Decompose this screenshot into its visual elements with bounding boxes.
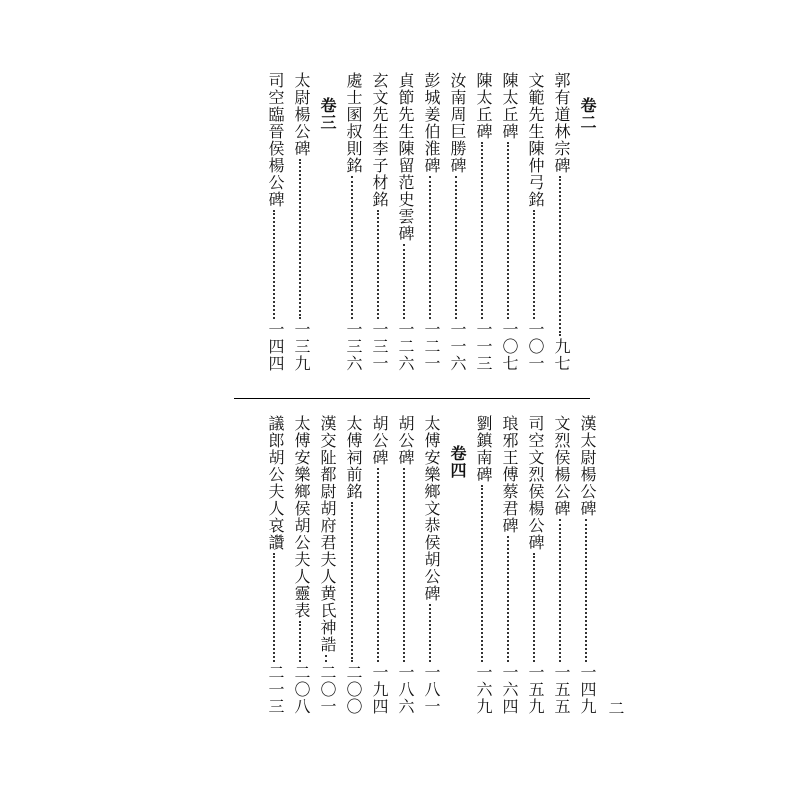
toc-entry [340,72,366,372]
entry-title: 太傅安樂鄉侯胡公夫人靈表 [292,415,311,619]
toc-entry [262,415,288,715]
entry-page-number: 一六四 [500,664,519,715]
leader-dots [533,553,535,662]
entry-page-number: 一九四 [370,664,389,715]
toc-entry [288,72,314,372]
leader-dots [299,621,301,662]
leader-dots [481,142,483,319]
entry-title: 文烈侯楊公碑 [552,415,571,517]
leader-dots [299,159,301,319]
entry-page-number: 一〇一 [526,321,545,372]
leader-dots [429,604,431,662]
entry-title: 處士圂叔則銘 [344,72,363,174]
toc-entry [392,415,418,715]
leader-dots [585,519,587,662]
volume-heading [444,415,470,715]
leader-dots [351,176,353,319]
entry-title: 玄文先生李子材銘 [370,72,389,208]
entry-page-number: 一一三 [474,321,493,372]
leader-dots [403,468,405,662]
leader-dots [273,210,275,319]
leader-dots [507,536,509,662]
entry-page-number: 一八六 [396,664,415,715]
volume-heading-text: 卷三 [318,97,337,131]
entry-title: 貞節先生陳留范史雲碑 [396,72,415,242]
toc-upper-block [230,72,600,372]
entry-title: 漢太尉楊公碑 [578,415,597,517]
section-divider [234,398,590,399]
entry-page-number: 一四九 [578,664,597,715]
entry-title: 胡公碑 [370,415,389,466]
toc-lower-block [230,415,600,715]
entry-title: 議郎胡公夫人哀讚 [266,415,285,551]
entry-page-number: 二〇〇 [344,664,363,715]
entry-page-number: 一二六 [396,321,415,372]
entry-title: 太尉楊公碑 [292,72,311,157]
leader-dots [507,142,509,319]
toc-entry [340,415,366,715]
entry-page-number: 一四四 [266,321,285,372]
entry-title: 司空文烈侯楊公碑 [526,415,545,551]
leader-dots [481,485,483,662]
entry-page-number: 一三九 [292,321,311,372]
leader-dots [455,176,457,319]
entry-page-number: 一五九 [526,664,545,715]
entry-page-number: 一二一 [422,321,441,372]
toc-entry [470,72,496,372]
toc-entry [548,72,574,372]
toc-entry [548,415,574,715]
toc-entry [496,415,522,715]
entry-title: 太傅祠前銘 [344,415,363,500]
entry-title: 太傅安樂鄉文恭侯胡公碑 [422,415,441,602]
entry-page-number: 二一三 [266,664,285,715]
page-number: 二 [606,700,625,716]
toc-entry [366,415,392,715]
leader-dots [377,210,379,319]
entry-title: 汝南周巨勝碑 [448,72,467,174]
entry-page-number: 一八一 [422,664,441,715]
leader-dots [429,176,431,319]
toc-entry [418,415,444,715]
leader-dots [559,176,561,336]
toc-entry [314,415,340,715]
entry-page-number: 九七 [552,338,571,372]
entry-page-number: 一五五 [552,664,571,715]
entry-page-number: 一一六 [448,321,467,372]
entry-title: 琅邪王傅蔡君碑 [500,415,519,534]
entry-title: 陳太丘碑 [500,72,519,140]
entry-title: 彭城姜伯淮碑 [422,72,441,174]
toc-entry [522,415,548,715]
toc-entry [496,72,522,372]
toc-entry [470,415,496,715]
leader-dots [273,553,275,662]
entry-title: 郭有道林宗碑 [552,72,571,174]
leader-dots [351,502,353,662]
leader-dots [403,244,405,319]
volume-heading [314,72,340,372]
entry-title: 司空臨晉侯楊公碑 [266,72,285,208]
entry-page-number: 一六九 [474,664,493,715]
volume-heading-text: 卷四 [448,445,467,479]
entry-title: 胡公碑 [396,415,415,466]
entry-title: 劉鎮南碑 [474,415,493,483]
entry-page-number: 一〇七 [500,321,519,372]
toc-entry [288,415,314,715]
volume-heading-text: 卷二 [578,97,597,131]
leader-dots [377,468,379,662]
leader-dots [533,210,535,319]
toc-entry [522,72,548,372]
toc-entry [392,72,418,372]
volume-heading [574,72,600,372]
toc-entry [262,72,288,372]
toc-entry [418,72,444,372]
entry-title: 漢交阯都尉胡府君夫人黄氏神誥 [318,415,337,653]
leader-dots [559,519,561,662]
leader-dots [325,655,327,662]
toc-entry [574,415,600,715]
entry-page-number: 二〇一 [318,664,337,715]
entry-title: 陳太丘碑 [474,72,493,140]
entry-page-number: 二〇八 [292,664,311,715]
entry-title: 文範先生陳仲弓銘 [526,72,545,208]
entry-page-number: 一三六 [344,321,363,372]
entry-page-number: 一三一 [370,321,389,372]
toc-entry [444,72,470,372]
toc-entry [366,72,392,372]
